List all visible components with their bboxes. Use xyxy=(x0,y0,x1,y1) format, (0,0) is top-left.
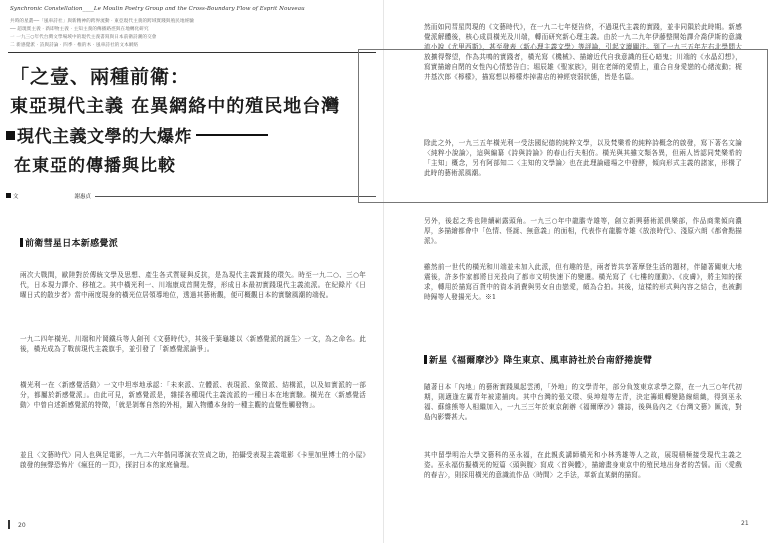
header-line: 共時的星叢──「風車詩社」與新精神的跨界流動 · 東亞現代主義的跨域實踐與殖民地經驗 xyxy=(10,19,195,24)
title-line-1: 「之壹、兩種前衛： xyxy=(10,66,191,88)
author-credit xyxy=(6,192,95,200)
title-line-2: 東亞現代主義 在異網絡中的殖民地台灣 xyxy=(10,96,341,117)
paragraph: 另外，後起之秀也陸續嶄露頭角。一九三○年中龍膽寺雄等，創立新興藝術派俱樂部，作品商業傾向濃厚，多描繪都會中「色情、怪誕、無意義」的面相，代表作有龍膽寺雄《放浪時代》、淺原六朗《都會點描派》。 xyxy=(424,217,742,245)
subtitle-line-1: 現代主義文學的大爆炸 xyxy=(6,122,268,147)
section-heading: 新星《福爾摩沙》降生東京、風車詩社於台南舒捲旋臂 xyxy=(424,353,652,366)
header-divider xyxy=(8,52,376,53)
paragraph: 並且〈文藝時代〉同人也與足電影，一九二六年偕同導演衣笠貞之助，拍攝受表現主義電影《卡里加里博士的小屋》啟發的無聲恐怖片《瘋狂的一頁》，探討日本的家庭倫理。 xyxy=(20,451,366,469)
header-line: 二 新感覺派 · 詩與詩論 · 四季 · 椎的木 · 風車詩社的文本網絡 xyxy=(10,43,139,48)
author-name: 謝惠貞 xyxy=(74,194,92,200)
paragraph: 一九二四年橫光、川端和片岡鐵兵等人創刊《文藝時代》，其後千葉龜雄以〈新感覺派的誕生〉一文，為之命名。此後，橫光成為了戰前現代主義旗手，並引發了「新感覺派論爭」。 xyxy=(20,335,366,353)
author-marker-icon xyxy=(6,193,11,198)
section-bar-icon xyxy=(424,355,427,364)
paragraph: 其中留學明治大學文藝科的巫永福，在此親炙講師橫光和小林秀雄等人之故，展現積極接受現代主義之姿。巫永福仿擬橫光的短篇〈頭與腹〉寫成〈首與體〉，描繪畫身東京中的殖民地出身者的苦惱。而〈愛戲的春吉〉，則採用橫光的意識流作品〈時間〉之手法，革新直某網的描寫。 xyxy=(424,451,742,479)
title-frame xyxy=(358,49,768,203)
dash-rule xyxy=(196,134,268,136)
paragraph: 除此之外，一九三五年橫光利一受法國紀德的純粹文學，以及梵樂希的純粹詩概念的啟發，寫下著名文論〈純粹小說論〉，這與編纂《詩與詩論》的春山行夫相仿。橫光與其雖文類各異，但兩人皆認同梵樂希的「主知」概念，另有阿部知二〈主知的文學論〉也在此理論磁場之中發酵，傾向形式主義的諸家，形構了此時的藝術派風潮。 xyxy=(424,139,742,177)
page-number-right: 21 xyxy=(741,520,749,527)
header-line: ── 超現實主義 · 新即物主義 · 主知主義的傳播路徑與在地轉化研究 xyxy=(10,27,149,32)
running-head: Synchronic Constellation____Le Moulin Poetry Group and the Cross-Boundary Flow of Esprit Nouveau xyxy=(10,6,305,12)
page-number-left: 20 xyxy=(8,520,26,529)
paragraph: 然而如同彗星閃現的《文藝時代》，在一九二七年便告終，不過現代主義的實踐，並非同隕於此時期。新感覺派解體後，核心成員橫光及川端，轉而研究新心理主義。由於一九二九年伊藤整開始譯介喬伊斯的意識流小說《尤里西斯》，甚至發表〈新心理主義文學〉等評論，引起文壇關注。到了一九三五年左右北學問大放擴得聲望，作為共鳴的實踐者，橫光寫《機械》、描繪近代自我意識的狂心暗鬼；川端的《水晶幻想》，寫實描繪自閉的女性內心情慾告白；堀辰雄《聖家族》，則在老師的愛情上，重合自身愛戀的心緒流動；梶井基次郎《檸檬》，描寫想以檸檬炸掉書店的神經衰弱狀態，皆是名篇。 xyxy=(424,23,742,81)
section-bar-icon xyxy=(20,238,23,247)
paragraph: 橫光利一在〈新感覺活動〉一文中坦率地承認：「未來派、立體派、表現派、象徵派、結構派，以及如實派的一部分，都屬於新感覺派」。由此可見，新感覺派是，雜揉各種現代主義流派的一種日本在地實驗。橫光在〈新感覺活動〉中曾自述新感覺派的特徵，「就是剝奪自然的外相，躍入物體本身的一種主觀的直覺性觸發物」。 xyxy=(20,381,366,409)
square-marker-icon xyxy=(6,131,15,140)
page-bar-icon xyxy=(8,520,10,529)
section-heading: 前衛彗星日本新感覺派 xyxy=(20,236,118,249)
subtitle-line-2: 在東亞的傳播與比較 xyxy=(14,156,176,176)
paragraph: 兩次大戰間，歐陸對於傳統文學及思想、產生各式質疑與反抗，是為現代主義實踐的環矢。時至一九二○、三○年代，日本現力譯介、移植之。其中橫光利一、川端康成首開先聲，形成日本最初實踐現代主義流派。在紀錄片《日曜日式的散步者》當中兩度現身的橫光位居領導地位，透過其藝術觀，便可概觀日本的實驗風潮的端倪。 xyxy=(20,271,366,299)
author-label: 文 xyxy=(13,194,19,200)
paragraph: 隨著日本「內地」的藝術實踐風起雲湧，「外地」的文學青年，部分負笈東京求學之際，在一九三○年代初期，則適逢左翼青年被逮捕肉。其中台灣的張文環、吳坤煌等左青，決定籌組轉變路線組織，得到巫永福、蘇維熊等人相繼加入，一九三三年於東京創辦《福爾摩沙》雜誌，後與島內之《台灣文藝》匯流，對島內影響甚大。 xyxy=(424,383,742,421)
paragraph: 雖然前一世代的橫光和川端並未加入此派，但有趣的是，兩者皆共享著摩登生活的題材，伴隨著關東大地震後，許多作家都將目光投向了都市文明快速下的變遷。橫光寫了《七樓的運動》、《皮膚》，將主知的探求，轉用於描寫百貨中的資本消費與男女自由戀愛，頗為合拍。其後，這樣的形式與內容之結合，也被劃時歸等人發揚光大。※1 xyxy=(424,263,742,301)
header-line: 一 一九三○年代台灣文學場域中的現代主義書寫與日本前衛詩潮的交會 xyxy=(10,35,157,40)
